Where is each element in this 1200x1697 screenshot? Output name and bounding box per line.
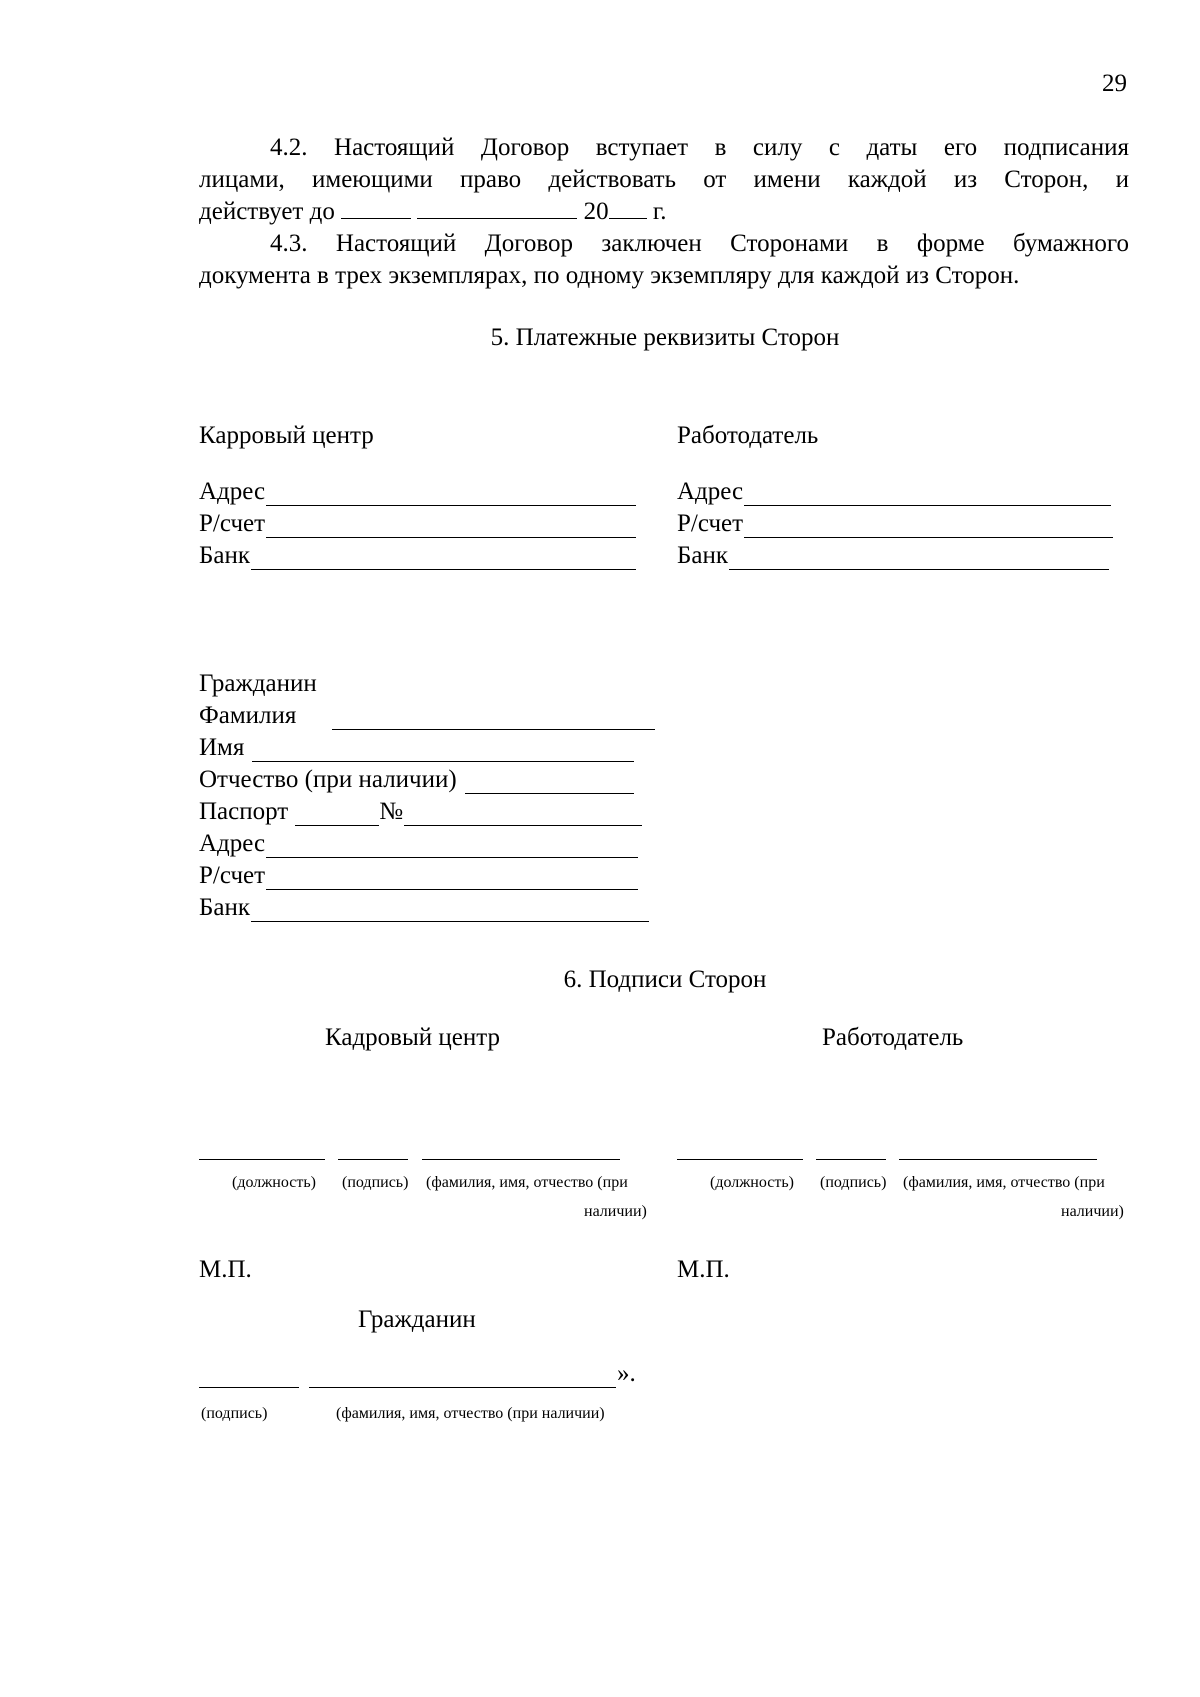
clause-4-3-line-2: документа в трех экземплярах, по одному экземпляру для каждой из Сторон. — [199, 262, 1020, 289]
day-blank — [341, 198, 411, 219]
page-number: 29 — [1102, 70, 1127, 97]
passport-number-sign: № — [379, 798, 404, 825]
citizen-passport-field — [199, 798, 642, 826]
right-fio-caption-1: (фамилия, имя, отчество (при — [903, 1174, 1105, 1191]
section-6-title: 6. Подписи Сторон — [563, 966, 767, 993]
clause-4-2-line-1: 4.2. Настоящий Договор вступает в силу с даты его подписания — [270, 134, 1129, 161]
citizen-patronymic-field — [199, 766, 634, 794]
left-stamp-label: М.П. — [199, 1256, 252, 1283]
left-bank-blank — [251, 547, 636, 570]
year-blank — [609, 198, 647, 219]
closing-quote: ». — [617, 1360, 636, 1387]
citizen-patronymic-label: Отчество (при наличии) — [199, 766, 457, 793]
right-fio-caption-2: наличии) — [1061, 1203, 1124, 1220]
passport-number-blank — [404, 803, 642, 826]
citizen-fio-line — [309, 1387, 616, 1388]
left-address-field — [199, 478, 636, 506]
citizen-address-blank — [266, 835, 638, 858]
left-position-line — [199, 1159, 325, 1160]
left-party-title: Карровый центр — [199, 422, 374, 449]
left-account-field — [199, 510, 636, 538]
citizen-account-field — [199, 862, 638, 890]
citizen-sign-title: Гражданин — [358, 1306, 476, 1333]
left-bank-field — [199, 542, 636, 570]
left-account-blank — [266, 515, 636, 538]
section-5-title: 5. Платежные реквизиты Сторон — [490, 324, 840, 351]
citizen-fio-caption: (фамилия, имя, отчество (при наличии) — [336, 1405, 605, 1422]
citizen-address-field — [199, 830, 638, 858]
citizen-surname-label: Фамилия — [199, 702, 297, 729]
month-blank — [417, 198, 577, 219]
right-address-label: Адрес — [677, 478, 744, 505]
right-signature-line — [816, 1159, 886, 1160]
left-position-caption: (должность) — [232, 1174, 316, 1191]
citizen-bank-blank — [251, 899, 649, 922]
citizen-name-blank — [252, 739, 634, 762]
valid-until-text: действует до — [199, 198, 335, 225]
clause-4-2-line-2: лицами, имеющими право действовать от имени каждой из Сторон, и — [199, 166, 1129, 193]
right-address-field — [677, 478, 1111, 506]
citizen-account-label: Р/счет — [199, 862, 266, 889]
right-stamp-label: М.П. — [677, 1256, 730, 1283]
right-address-blank — [744, 483, 1111, 506]
left-address-blank — [266, 483, 636, 506]
left-fio-caption-2: наличии) — [584, 1203, 647, 1220]
sign-left-title: Кадровый центр — [325, 1024, 500, 1051]
citizen-signature-line — [199, 1387, 299, 1388]
passport-series-blank — [295, 803, 379, 826]
citizen-passport-label: Паспорт — [199, 798, 289, 825]
right-account-blank — [744, 515, 1113, 538]
clause-4-2-line-3 — [199, 196, 667, 228]
right-party-title: Работодатель — [677, 422, 819, 449]
citizen-bank-field — [199, 894, 649, 922]
left-bank-label: Банк — [199, 542, 250, 569]
right-fio-line — [899, 1159, 1097, 1160]
year-suffix: г. — [652, 198, 667, 225]
citizen-title: Гражданин — [199, 670, 317, 697]
citizen-patronymic-blank — [465, 771, 634, 794]
citizen-name-field — [199, 734, 634, 762]
citizen-surname-field — [199, 702, 655, 730]
left-fio-line — [422, 1159, 620, 1160]
left-signature-caption: (подпись) — [342, 1174, 409, 1191]
citizen-surname-blank — [332, 707, 655, 730]
clause-4-3-line-1: 4.3. Настоящий Договор заключен Сторонами в форме бумажного — [270, 230, 1129, 257]
right-bank-field — [677, 542, 1109, 570]
right-signature-caption: (подпись) — [820, 1174, 887, 1191]
citizen-account-blank — [266, 867, 638, 890]
right-account-label: Р/счет — [677, 510, 744, 537]
citizen-signature-caption: (подпись) — [201, 1405, 268, 1422]
left-fio-caption-1: (фамилия, имя, отчество (при — [426, 1174, 628, 1191]
left-signature-line — [338, 1159, 408, 1160]
citizen-address-label: Адрес — [199, 830, 266, 857]
left-address-label: Адрес — [199, 478, 266, 505]
right-account-field — [677, 510, 1113, 538]
sign-right-title: Работодатель — [822, 1024, 964, 1051]
left-account-label: Р/счет — [199, 510, 266, 537]
right-position-caption: (должность) — [710, 1174, 794, 1191]
right-position-line — [677, 1159, 803, 1160]
citizen-bank-label: Банк — [199, 894, 250, 921]
right-bank-label: Банк — [677, 542, 728, 569]
right-bank-blank — [729, 547, 1109, 570]
year-prefix: 20 — [583, 198, 609, 225]
citizen-name-label: Имя — [199, 734, 245, 761]
